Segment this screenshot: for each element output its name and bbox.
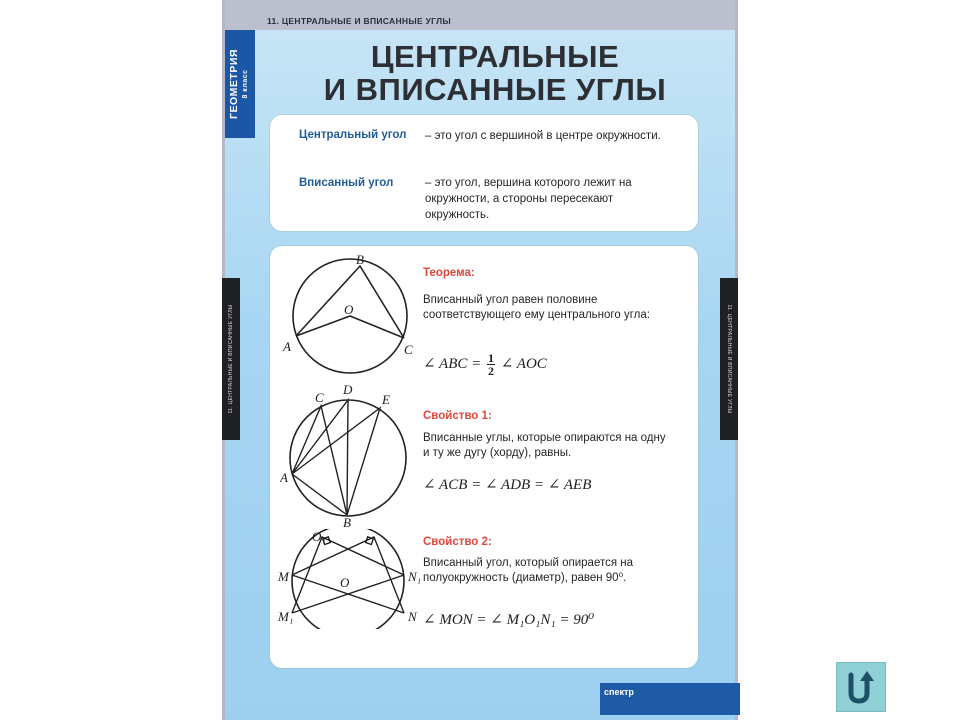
theorem-text: Вписанный угол равен половине соответствующего ему центрального угла: bbox=[423, 294, 650, 321]
definitions-panel bbox=[270, 115, 698, 231]
side-strip-right-text: 11. ЦЕНТРАЛЬНЫЕ И ВПИСАННЫЕ УГЛЫ bbox=[726, 304, 732, 414]
side-strip-left-text: 11. ЦЕНТРАЛЬНЫЕ И ВПИСАННЫЕ УГЛЫ bbox=[228, 304, 234, 414]
series-tab-label: ГЕОМЕТРИЯ bbox=[228, 49, 240, 119]
diagram-theorem bbox=[280, 250, 420, 382]
label-n: N bbox=[408, 609, 417, 624]
u-turn-arrow-icon bbox=[837, 663, 885, 711]
publisher-name: спектр bbox=[604, 687, 634, 697]
property-2-heading: Свойство 2: bbox=[423, 536, 492, 548]
property-1-heading: Свойство 1: bbox=[423, 410, 492, 422]
publisher-logo bbox=[600, 683, 740, 715]
series-tab-text bbox=[229, 49, 251, 119]
label-o: O bbox=[340, 575, 350, 590]
fraction-denominator: 2 bbox=[488, 364, 494, 378]
theorem-fraction bbox=[487, 352, 495, 377]
theorem-heading: Теорема: bbox=[423, 267, 475, 279]
definition-text-central: – это угол с вершиной в центре окружности. bbox=[425, 130, 661, 142]
definition-term-central: Центральный угол bbox=[299, 129, 407, 141]
side-strip-right bbox=[720, 278, 738, 440]
diagram-property-1 bbox=[280, 382, 420, 528]
side-strip-left bbox=[222, 278, 240, 440]
theorem-formula-right: ∠ AOC bbox=[500, 355, 547, 372]
property-2-formula: ∠ MON = ∠ M₁O₁N₁ = 90⁰ bbox=[423, 612, 595, 628]
label-e: E bbox=[382, 392, 390, 407]
diagram-property-2 bbox=[278, 529, 428, 629]
label-m: M bbox=[278, 569, 289, 584]
definition-term-inscribed: Вписанный угол bbox=[299, 177, 394, 189]
page-title bbox=[265, 40, 725, 106]
label-c: C bbox=[404, 342, 413, 357]
label-b: B bbox=[343, 515, 351, 528]
definition-text-inscribed: – это угол, вершина которого лежит на окружности, а стороны пересекают окружность. bbox=[425, 177, 632, 221]
label-o1: O₁ bbox=[312, 529, 326, 544]
title-line-2: И ВПИСАННЫЕ УГЛЫ bbox=[323, 72, 667, 107]
label-a: A bbox=[283, 339, 291, 354]
right-angle-mark-o bbox=[366, 537, 374, 545]
label-b: B bbox=[356, 252, 364, 267]
property-2-text: Вписанный угол, который опирается на полуокружность (диаметр), равен 90⁰. bbox=[423, 557, 634, 584]
title-line-1: ЦЕНТРАЛЬНЫЕ bbox=[370, 39, 620, 74]
label-c: C bbox=[315, 390, 324, 405]
label-o: O bbox=[344, 302, 354, 317]
label-n1: N₁ bbox=[408, 569, 422, 584]
label-a: A bbox=[280, 470, 288, 485]
back-button[interactable] bbox=[836, 662, 886, 712]
property-1-text: Вписанные углы, которые опираются на одну и ту же дугу (хорду), равны. bbox=[423, 432, 666, 459]
series-grade-label: 8 класс bbox=[242, 69, 249, 99]
theorem-formula-left: ∠ ABC = bbox=[423, 355, 482, 372]
fraction-numerator: 1 bbox=[488, 351, 494, 365]
poster-header: 11. ЦЕНТРАЛЬНЫЕ И ВПИСАННЫЕ УГЛЫ bbox=[267, 16, 451, 26]
poster bbox=[222, 0, 738, 720]
theorem-panel bbox=[270, 246, 698, 668]
label-d: D bbox=[343, 382, 353, 397]
property-1-formula: ∠ ACB = ∠ ADB = ∠ AEB bbox=[423, 477, 592, 493]
angle-adb bbox=[292, 400, 348, 515]
angle-acb bbox=[292, 406, 347, 515]
theorem-formula bbox=[423, 352, 547, 377]
angle-aeb bbox=[292, 408, 380, 515]
label-m1: M₁ bbox=[278, 609, 294, 624]
series-tab bbox=[225, 30, 255, 138]
